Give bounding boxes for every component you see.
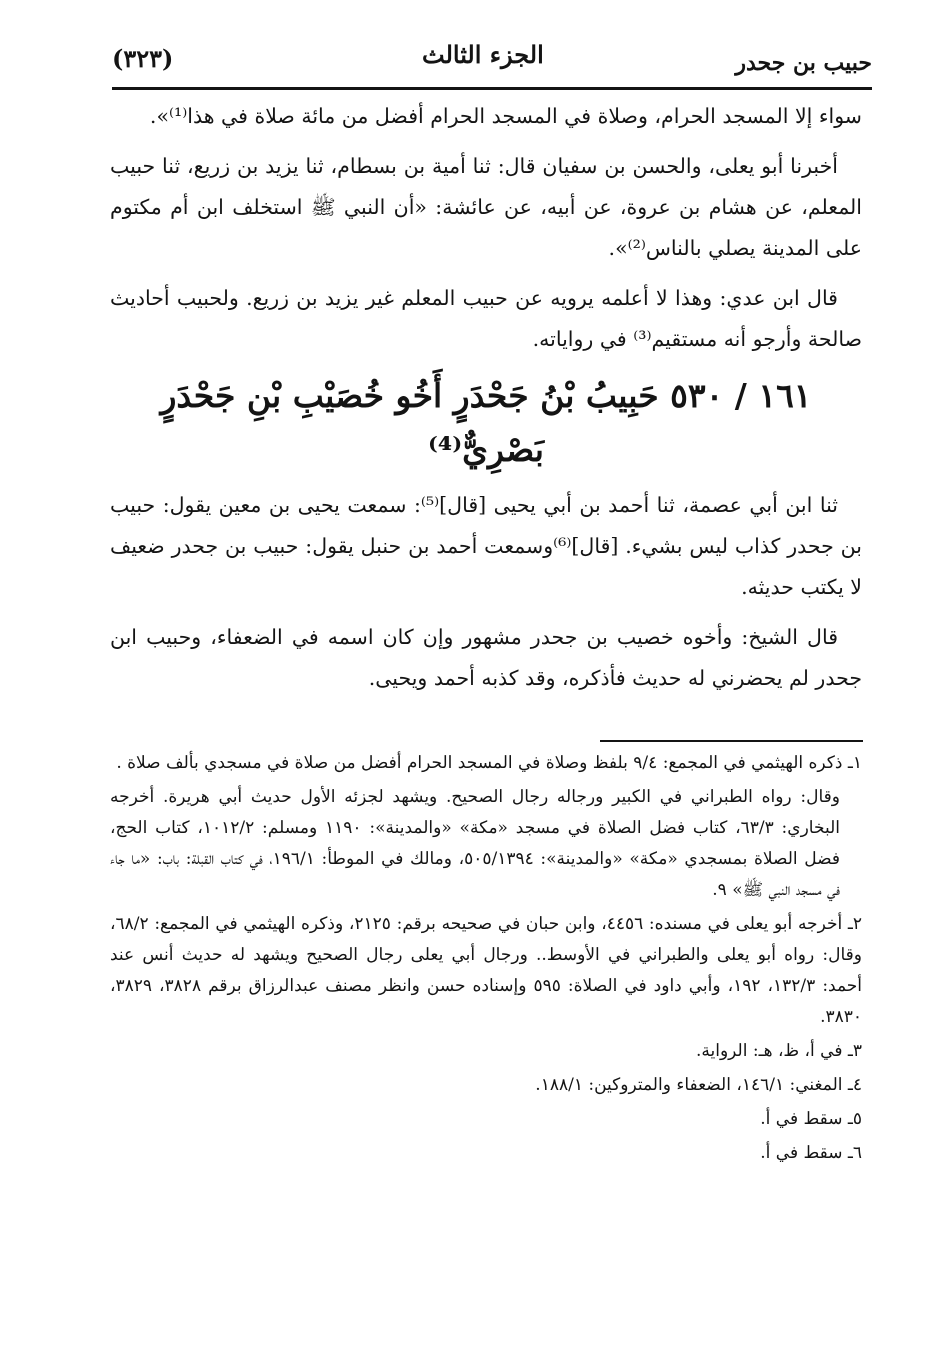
- running-title: حبيب بن جحدر: [735, 50, 872, 76]
- footnote-5: ٥ـ سقط في أ.: [760, 1109, 862, 1129]
- paragraph: قال ابن عدي: وهذا لا أعلمه يرويه عن حبيب المعلم غير يزيد بن زريع. ولحبيب أحاديث صالحة وأرجو أنه مستقيم⁽³⁾ في رواياته.: [110, 286, 862, 351]
- running-header: [112, 40, 872, 80]
- main-text: [110, 96, 862, 708]
- footnote-2: ٢ـ أخرجه أبو يعلى في مسنده: ٤٤٥٦، وابن حبان في صحيحه برقم: ٢١٢٥، وذكره الهيثمي في المجمع: ٦٨/٢، وقال: رواه أبو يعلى والطبراني في الأوسط.. ورجال أبي يعلى رجال الصحيح ويشهد له حديث أنس عند أحمد: ١٣٢/٣، ١٩٢، وأبي داود في الصلاة: ٥٩٥ وإسناده حسن وانظر مصنف عبدالرزاق برقم ٣٨٢٨، ٣٨٢٩، ٣٨٣٠.: [110, 914, 863, 1027]
- footnote-1-continuation: وقال: رواه الطبراني في الكبير ورجاله رجال الصحيح. ويشهد لجزئه الأول حديث أبي هريرة. أخرجه البخاري: ٦٣/٣، كتاب فضل الصلاة في مسجد «مكة» «والمدينة»: ١١٩٠ ومسلم: ١٠١٢/٢، كتاب الحج، فضل الصلاة بمسجدي «مكة» «والمدينة»: ٥٠٥/١٣٩٤، ومالك في الموطأ: ١٩٦/١، في كتاب القبلة: باب: «ما جاء في مسجد النبي ﷺ» ٩.: [110, 787, 840, 900]
- paragraph: ثنا ابن أبي عصمة، ثنا أحمد بن أبي يحيى [قال]⁽⁵⁾: سمعت يحيى بن معين يقول: حبيب بن جحدر كذاب ليس بشيء. [قال]⁽⁶⁾وسمعت أحمد بن حنبل يقول: حبيب بن جحدر ضعيف لا يكتب حديثه.: [110, 493, 862, 599]
- volume-title: الجزء الثالث: [422, 40, 544, 69]
- footnote-4: ٤ـ المغني: ١٤٦/١، الضعفاء والمتروكين: ١٨٨/١.: [535, 1075, 862, 1095]
- footnote-6: ٦ـ سقط في أ.: [760, 1143, 862, 1163]
- paragraph: أخبرنا أبو يعلى، والحسن بن سفيان قال: ثنا أمية بن بسطام، ثنا يزيد بن زريع، ثنا حبيب المعلم، عن هشام بن عروة، عن أبيه، عن عائشة: «أن النبي ﷺ استخلف ابن أم مكتوم على المدينة يصلي بالناس⁽²⁾».: [110, 154, 862, 260]
- paragraph: سواء إلا المسجد الحرام، وصلاة في المسجد الحرام أفضل من مائة صلاة في هذا⁽¹⁾».: [149, 104, 862, 128]
- header-divider: [112, 87, 872, 90]
- footnote-1: ١ـ ذكره الهيثمي في المجمع: ٩/٤ بلفظ وصلاة في المسجد الحرام أفضل من صلاة في مسجدي بألف صلاة .: [116, 753, 862, 773]
- paragraph: قال الشيخ: وأخوه خصيب بن جحدر مشهور وإن كان اسمه في الضعفاء، وحبيب ابن جحدر لم يحضرني له حديث فأذكره، وقد كذبه أحمد ويحيى.: [110, 625, 862, 690]
- entry-heading: ١٦١ / ٥٣٠ حَبِيبُ بْنُ جَحْدَرٍ أَخُو خُصَيْبِ بْنِ جَحْدَرٍ بَصْرِيٌّ⁽⁴⁾: [160, 376, 812, 469]
- footnote-3: ٣ـ في أ، ظ، هـ: الرواية.: [696, 1041, 862, 1061]
- footnotes: [110, 748, 862, 1172]
- page-number: (٣٢٣): [112, 44, 174, 73]
- footnote-divider: [600, 740, 863, 742]
